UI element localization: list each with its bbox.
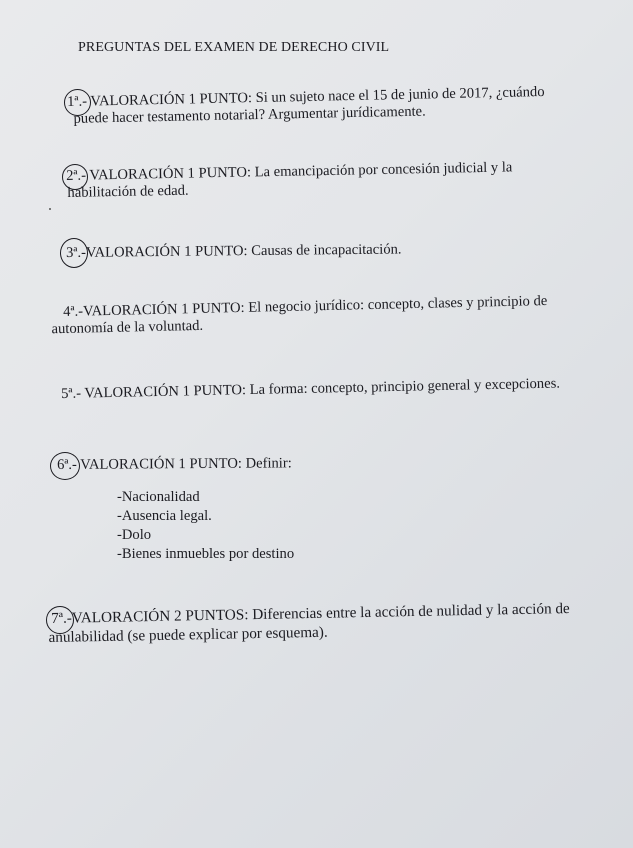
question-3-text-line1: .-VALORACIÓN 1 PUNTO: Causas de incapacitación.	[77, 241, 402, 261]
question-4-text-line1: .-VALORACIÓN 1 PUNTO: El negocio jurídico: concepto, clases y principio de	[74, 293, 548, 320]
question-2-number: 2ª	[66, 167, 78, 184]
question-7-number: 7ª	[51, 609, 64, 627]
ink-dot	[49, 208, 51, 210]
page-title: PREGUNTAS DEL EXAMEN DE DERECHO CIVIL	[78, 40, 390, 55]
question-6-text-line1: .- VALORACIÓN 1 PUNTO: Definir:	[68, 455, 292, 473]
question-4-text-line2: autonomía de la voluntad.	[51, 317, 204, 338]
question-1-text-line1: .- VALORACIÓN 1 PUNTO: Si un sujeto nace el 15 de junio de 2017, ¿cuándo	[78, 84, 545, 110]
question-7-text-line2: anulabilidad (se puede explicar por esquema).	[48, 623, 328, 647]
question-6	[57, 455, 292, 474]
question-4-number: 4ª	[63, 303, 75, 320]
question-3	[66, 241, 402, 262]
definition-list	[117, 488, 294, 564]
list-item: -Bienes inmuebles por destino	[117, 546, 295, 562]
question-5-number: 5ª	[61, 385, 73, 402]
question-1-number: 1ª	[67, 93, 79, 110]
question-5-text-line1: .- VALORACIÓN 1 PUNTO: La forma: concepto, principio general y excepciones.	[72, 375, 561, 402]
question-4	[51, 293, 548, 338]
question-7-text-line1: .-VALORACIÓN 2 PUNTOS: Diferencias entre la acción de nulidad y la acción de	[62, 600, 570, 627]
question-5	[61, 376, 560, 403]
question-2-text-line2: habilitación de edad.	[67, 182, 189, 201]
question-1-text-line2: puede hacer testamento notarial? Argumentar jurídicamente.	[73, 103, 426, 127]
question-1	[67, 84, 545, 128]
list-item: -Dolo	[117, 527, 152, 543]
question-2	[66, 159, 513, 202]
question-2-text-line1: .- VALORACIÓN 1 PUNTO: La emancipación por concesión judicial y la	[77, 159, 513, 184]
question-6-number: 6ª	[57, 456, 69, 473]
list-item: -Ausencia legal.	[117, 508, 212, 524]
question-7	[48, 599, 570, 647]
question-3-number: 3ª	[66, 244, 78, 261]
list-item: -Nacionalidad	[117, 489, 200, 505]
